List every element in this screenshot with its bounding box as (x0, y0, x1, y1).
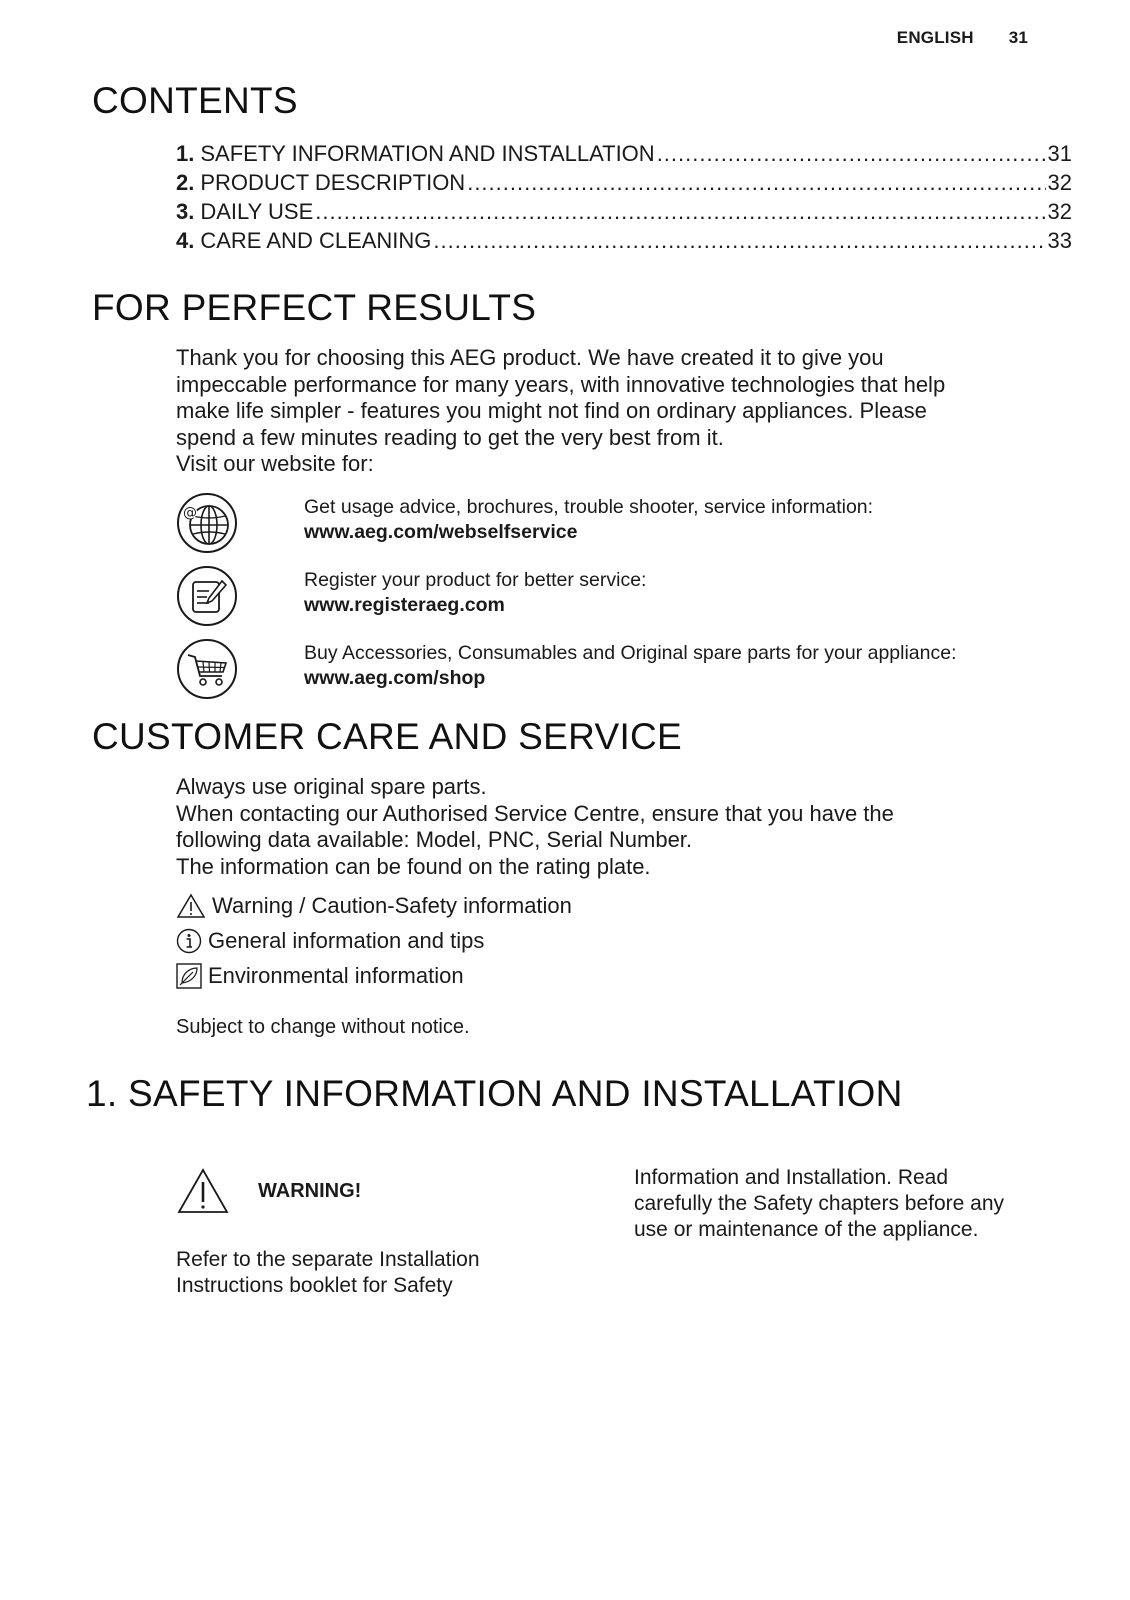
toc-page: 32 (1047, 170, 1072, 195)
link-item-shop (176, 641, 1056, 714)
toc-page: 33 (1047, 228, 1072, 253)
safety-line: Information and Installation. Read (634, 1166, 949, 1189)
care-line: When contacting our Authorised Service Centre, ensure that you have the (176, 800, 894, 826)
warning-triangle-icon (176, 893, 206, 919)
link-description: Buy Accessories, Consumables and Original spare parts for your appliance: (304, 642, 957, 664)
toc-number: 4. (176, 228, 195, 253)
register-notepad-icon (176, 565, 238, 627)
website-links (176, 495, 1056, 714)
toc-label: CARE AND CLEANING (200, 228, 432, 253)
toc-entry-3[interactable] (176, 199, 1072, 228)
toc-entry-1[interactable] (176, 141, 1072, 170)
safety-title: 1. SAFETY INFORMATION AND INSTALLATION (86, 1073, 903, 1114)
warning-text-left (176, 1247, 536, 1299)
warning-label: WARNING! (258, 1180, 362, 1202)
customer-care-title: CUSTOMER CARE AND SERVICE (92, 716, 683, 757)
table-of-contents (176, 141, 1072, 257)
link-text-block (304, 568, 646, 618)
link-text-block (304, 641, 957, 691)
registeraeg-link[interactable]: www.registeraeg.com (304, 594, 505, 616)
intro-line: make life simpler - features you might not find on ordinary appliances. Please (176, 398, 927, 423)
care-line: following data available: Model, PNC, Serial Number. (176, 827, 693, 852)
link-description: Get usage advice, brochures, trouble shooter, service information: (304, 496, 874, 518)
link-item-register (176, 568, 1056, 641)
webselfservice-link[interactable]: www.aeg.com/webselfservice (304, 521, 578, 543)
intro-line: spend a few minutes reading to get the very best from it. (176, 424, 724, 450)
page-header (897, 28, 1028, 48)
toc-leader-dots (657, 141, 1046, 167)
toc-label: DAILY USE (200, 199, 314, 224)
legend-text: General information and tips (208, 928, 485, 953)
shop-link[interactable]: www.aeg.com/shop (304, 667, 486, 689)
shopping-cart-icon (176, 638, 238, 700)
safety-line: carefully the Safety chapters before any (634, 1192, 1005, 1215)
warning-triangle-icon (176, 1167, 230, 1215)
toc-entry-4[interactable] (176, 228, 1072, 257)
visit-website-label: Visit our website for: (176, 451, 374, 476)
intro-line: Thank you for choosing this AEG product. We have created it to give you (176, 345, 884, 370)
legend-warning (176, 893, 572, 919)
toc-number: 3. (176, 199, 195, 224)
toc-entry-2[interactable] (176, 170, 1072, 199)
perfect-results-title: FOR PERFECT RESULTS (92, 287, 537, 328)
legend-environment (176, 963, 464, 989)
info-circle-icon (176, 928, 202, 954)
toc-number: 1. (176, 141, 195, 166)
safety-line: Refer to the separate Installation (176, 1248, 480, 1271)
contents-title: CONTENTS (92, 80, 298, 121)
link-text-block (304, 495, 873, 545)
toc-leader-dots (467, 170, 1045, 196)
language-label: ENGLISH (896, 28, 974, 47)
toc-page: 32 (1047, 199, 1072, 224)
legend-text: Environmental information (208, 963, 464, 988)
perfect-results-intro (176, 345, 945, 478)
link-item-webselfservice (176, 495, 1056, 568)
toc-leader-dots (315, 199, 1045, 225)
toc-label: PRODUCT DESCRIPTION (200, 170, 466, 195)
care-line: Always use original spare parts. (176, 774, 487, 799)
toc-page: 31 (1047, 141, 1072, 166)
safety-line: Instructions booklet for Safety (176, 1274, 453, 1297)
legend-info (176, 928, 484, 954)
customer-care-text (176, 774, 894, 880)
legend-text: Warning / Caution-Safety information (212, 893, 572, 918)
toc-leader-dots (433, 228, 1045, 254)
svg-text:@: @ (183, 505, 197, 521)
page-number: 31 (1008, 28, 1028, 47)
toc-label: SAFETY INFORMATION AND INSTALLATION (200, 141, 655, 166)
toc-number: 2. (176, 170, 195, 195)
safety-line: use or maintenance of the appliance. (634, 1218, 979, 1241)
link-description: Register your product for better service: (304, 569, 647, 591)
intro-line: impeccable performance for many years, with innovative technologies that help (176, 371, 946, 397)
warning-text-right (634, 1165, 1054, 1243)
environment-leaf-icon (176, 963, 202, 989)
change-notice: Subject to change without notice. (176, 1016, 470, 1038)
care-line: The information can be found on the rating plate. (176, 853, 651, 879)
web-globe-icon (176, 492, 238, 554)
